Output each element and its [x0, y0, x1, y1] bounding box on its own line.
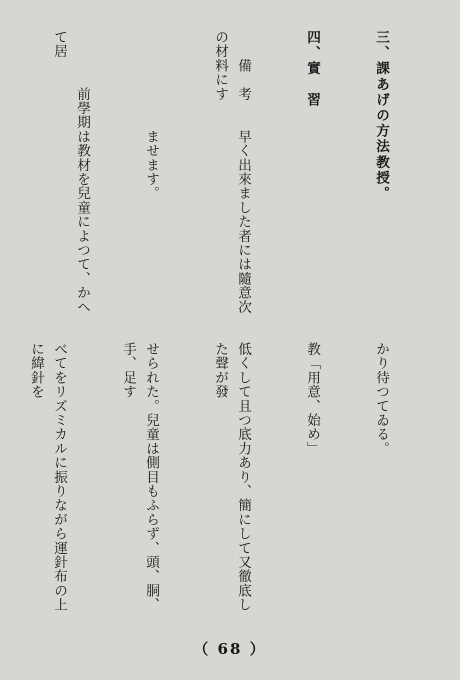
text-column: ませます。 — [143, 30, 159, 201]
top-text-block — [28, 30, 438, 320]
bottom-text-block — [28, 342, 438, 620]
text-column: 備 考 早く出來ました者には隨意次の材料にす — [212, 30, 251, 314]
text-column: 前學期は教材を兒童によつて、かへて居 — [51, 30, 90, 314]
text-column: べてをリズミカルに振りながら運針布の上に緯針を — [28, 342, 67, 612]
text-column: せられた。兒童は側目もふらず、頭、胴、手、足す — [120, 342, 159, 612]
text-column: かり待つてゐる。 — [373, 342, 389, 456]
text-column: 四、實 習 — [304, 30, 320, 108]
page-number: （ 68 ） — [193, 640, 267, 658]
text-column: 低くして且つ底力あり、簡にして又徹底した聲が發 — [212, 342, 251, 612]
text-column: 教「用意、始め」 — [304, 342, 320, 456]
text-column: 三、課あげの方法教授。 — [373, 30, 389, 202]
